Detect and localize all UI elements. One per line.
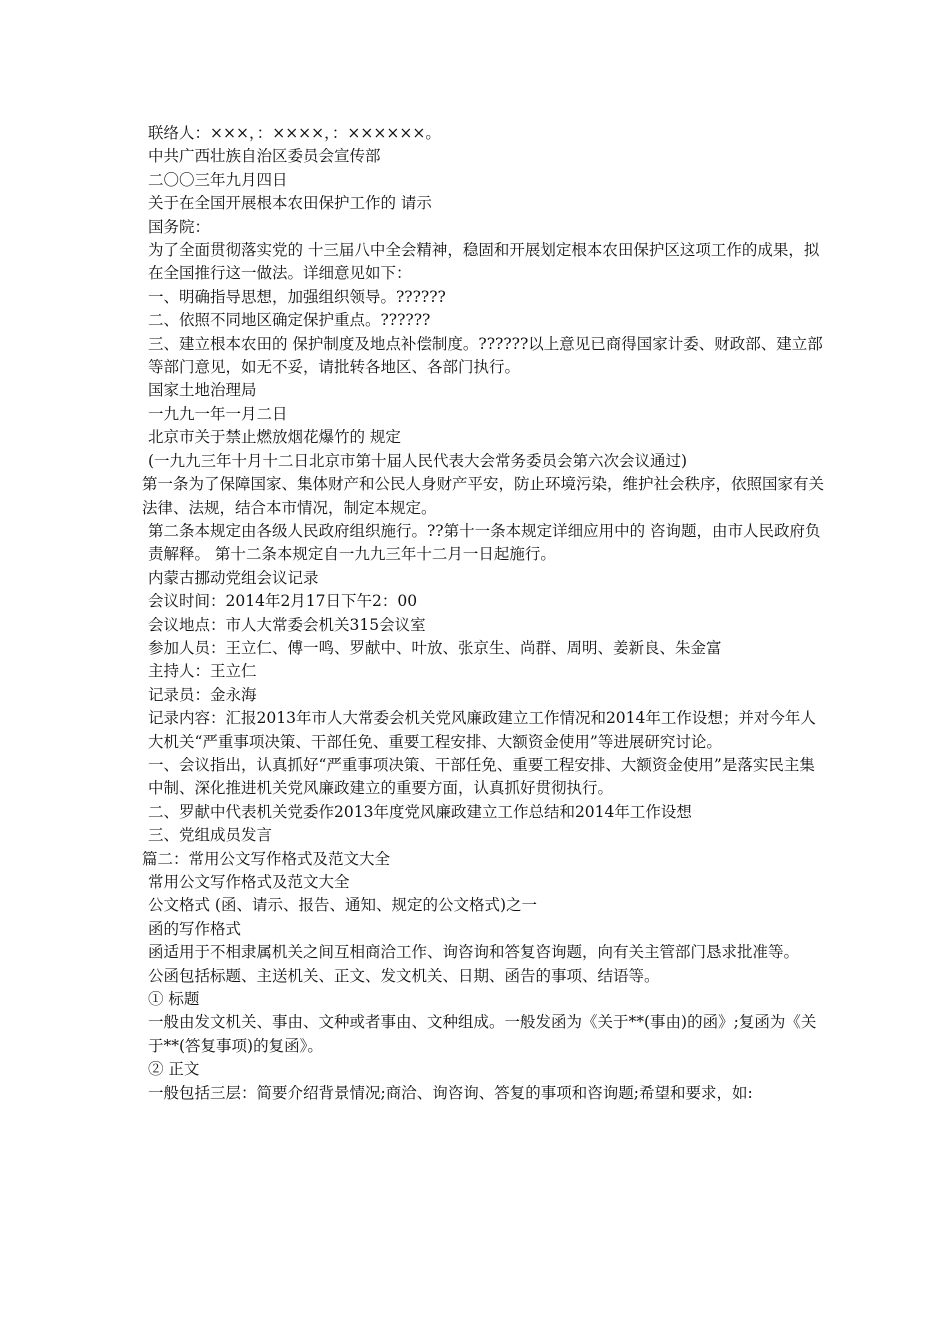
paragraph: 三、建立根本农田的 保护制度及地点补偿制度。??????以上意见已商得国家计委、财政部、建立部等部门意见，如无不妥，请批转各地区、各部门执行。 — [148, 334, 823, 377]
paragraph: (一九九三年十月十二日北京市第十届人民代表大会常务委员会第六次会议通过) — [148, 451, 688, 470]
paragraph: 一般包括三层：简要介绍背景情况;商洽、询咨询、答复的事项和咨询题;希望和要求，如: — [148, 1083, 753, 1102]
paragraph: 会议时间：2014年2月17日下午2：00 — [148, 592, 418, 611]
paragraph: 第二条本规定由各级人民政府组织施行。??第十一条本规定详细应用中的 咨询题，由市人民政府负责解释。 第十二条本规定自一九九三年十二月一日起施行。 — [148, 521, 821, 564]
paragraph: 函的写作格式 — [148, 919, 242, 938]
section-heading: 篇二：常用公文写作格式及范文大全 — [142, 849, 391, 868]
paragraph: ① 标题 — [148, 990, 200, 1009]
date-line: 一九九一年一月二日 — [148, 404, 288, 423]
paragraph: 第一条为了保障国家、集体财产和公民人身财产平安，防止环境污染，维护社会秩序，依照国家有关法律、法规，结合本市情况，制定本规定。 — [142, 475, 825, 517]
heading-line: 常用公文写作格式及范文大全 — [148, 873, 350, 891]
paragraph: 一、明确指导思想，加强组织领导。?????? — [148, 287, 446, 306]
addressee-line: 国务院： — [148, 217, 211, 236]
issuer-line: 国家土地治理局 — [148, 381, 257, 400]
paragraph: 公函包括标题、主送机关、正文、发文机关、日期、函告的事项、结语等。 — [148, 966, 660, 985]
heading-line: 内蒙古挪动党组会议记录 — [148, 568, 319, 587]
paragraph: 为了全面贯彻落实党的 十三届八中全会精神，稳固和开展划定根本农田保护区这项工作的成果，拟在全国推行这一做法。详细意见如下： — [148, 241, 820, 283]
heading-line: 关于在全国开展根本农田保护工作的 请示 — [148, 194, 432, 213]
heading-line: 北京市关于禁止燃放烟花爆竹的 规定 — [148, 428, 401, 447]
paragraph: 一般由发文机关、事由、文种或者事由、文种组成。一般发函为《关于**(事由)的函》;复函为《关于**(答复事项)的复函》。 — [148, 1013, 817, 1055]
paragraph: 记录员：金永海 — [148, 685, 257, 704]
contact-line: 联络人：×××，：××××，：××××××。 — [148, 124, 441, 142]
paragraph: ② 正文 — [148, 1060, 200, 1079]
paragraph: 三、党组成员发言 — [148, 826, 273, 845]
paragraph: 记录内容：汇报2013年市人大常委会机关党风廉政建立工作情况和2014年工作设想；并对今年人大机关“严重事项决策、干部任免、重要工程安排、大额资金使用”等进展研究讨论。 — [148, 709, 816, 751]
paragraph: 会议地点：市人大常委会机关315会议室 — [148, 615, 426, 634]
date-line: 二〇〇三年九月四日 — [148, 170, 288, 189]
issuer-line: 中共广西壮族自治区委员会宣传部 — [148, 147, 381, 166]
paragraph: 一、会议指出，认真抓好“严重事项决策、干部任免、重要工程安排、大额资金使用”是落实民主集中制、深化推进机关党风廉政建立的重要方面，认真抓好贯彻执行。 — [148, 755, 815, 798]
paragraph: 主持人：王立仁 — [148, 662, 257, 681]
document-body — [142, 122, 826, 1105]
paragraph: 函适用于不相隶属机关之间互相商洽工作、询咨询和答复咨询题，向有关主管部门恳求批准等。 — [148, 943, 800, 962]
paragraph: 公文格式 (函、请示、报告、通知、规定的公文格式)之一 — [148, 896, 538, 915]
paragraph: 二、依照不同地区确定保护重点。?????? — [148, 311, 431, 330]
paragraph: 参加人员：王立仁、傅一鸣、罗献中、叶放、张京生、尚群、周明、姜新良、朱金富 — [148, 638, 722, 657]
paragraph: 二、罗献中代表机关党委作2013年度党风廉政建立工作总结和2014年工作设想 — [148, 802, 692, 821]
